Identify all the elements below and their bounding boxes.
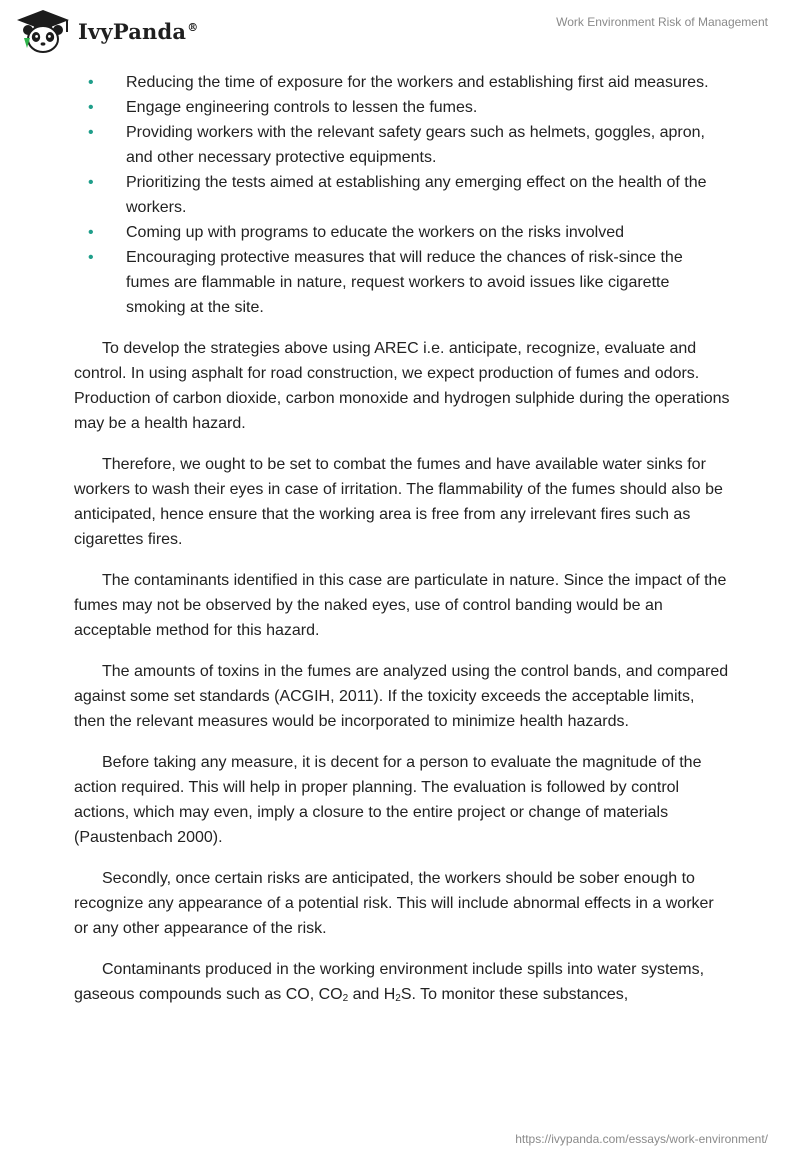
list-item: • Coming up with programs to educate the workers on the risks involved: [74, 220, 730, 245]
list-item: • Reducing the time of exposure for the workers and establishing first aid measures.: [74, 70, 730, 95]
bullet-icon: •: [88, 124, 94, 141]
panda-graduate-icon: [14, 8, 72, 54]
list-item: • Engage engineering controls to lessen the fumes.: [74, 95, 730, 120]
registered-mark: ®: [187, 20, 199, 34]
paragraph: Therefore, we ought to be set to combat the fumes and have available water sinks for workers to wash their eyes in case of irritation. The flammability of the fumes should also be anticipated, hence ensure that the working area is free from any irrelevant fires such as cigarettes fires.: [74, 456, 723, 548]
page-header: [0, 0, 800, 60]
list-item: • Prioritizing the tests aimed at establishing any emerging effect on the health of the workers.: [74, 170, 730, 220]
bullet-icon: •: [88, 74, 94, 91]
paragraph: The contaminants identified in this case are particulate in nature. Since the impact of the fumes may not be observed by the naked eyes, use of control banding would be an acceptable method for this hazard.: [74, 572, 727, 639]
paragraph: Before taking any measure, it is decent for a person to evaluate the magnitude of the action required. This will help in proper planning. The evaluation is followed by control actions, which may even, imply a closure to the entire project or change of materials (Paustenbach 2000).: [74, 754, 702, 846]
list-item: • Providing workers with the relevant safety gears such as helmets, goggles, apron, and other necessary protective equipments.: [74, 120, 730, 170]
paragraph: To develop the strategies above using AREC i.e. anticipate, recognize, evaluate and control. In using asphalt for road construction, we expect production of fumes and odors. Production of carbon dioxide, carbon monoxide and hydrogen sulphide during the operations may be a health hazard.: [74, 340, 730, 432]
bullet-icon: •: [88, 99, 94, 116]
bullet-icon: •: [88, 224, 94, 241]
document-title: Work Environment Risk of Management: [556, 15, 768, 29]
bullet-icon: •: [88, 174, 94, 191]
list-item: • Encouraging protective measures that will reduce the chances of risk-since the fumes are flammable in nature, request workers to avoid issues like cigarette smoking at the site.: [74, 245, 730, 320]
strategy-list: [74, 70, 730, 320]
essay-body: [74, 70, 730, 1023]
source-url-link[interactable]: https://ivypanda.com/essays/work-environment/: [515, 1132, 768, 1146]
bullet-icon: •: [88, 249, 94, 266]
paragraph-contaminants: Contaminants produced in the working environment include spills into water systems, gaseous compounds such as CO, $CO_2$ and $H_2S$. To monitor these substances,: [74, 961, 705, 1004]
paragraph: Secondly, once certain risks are anticipated, the workers should be sober enough to recognize any appearance of a potential risk. This will include abnormal effects in a worker or any other appearance of the risk.: [74, 870, 714, 937]
brand-logo[interactable]: [14, 8, 198, 54]
brand-name: IvyPanda®: [78, 18, 199, 44]
paragraph: The amounts of toxins in the fumes are analyzed using the control bands, and compared against some set standards (ACGIH, 2011). If the toxicity exceeds the acceptable limits, then the relevant measures would be incorporated to minimize health hazards.: [74, 663, 729, 730]
